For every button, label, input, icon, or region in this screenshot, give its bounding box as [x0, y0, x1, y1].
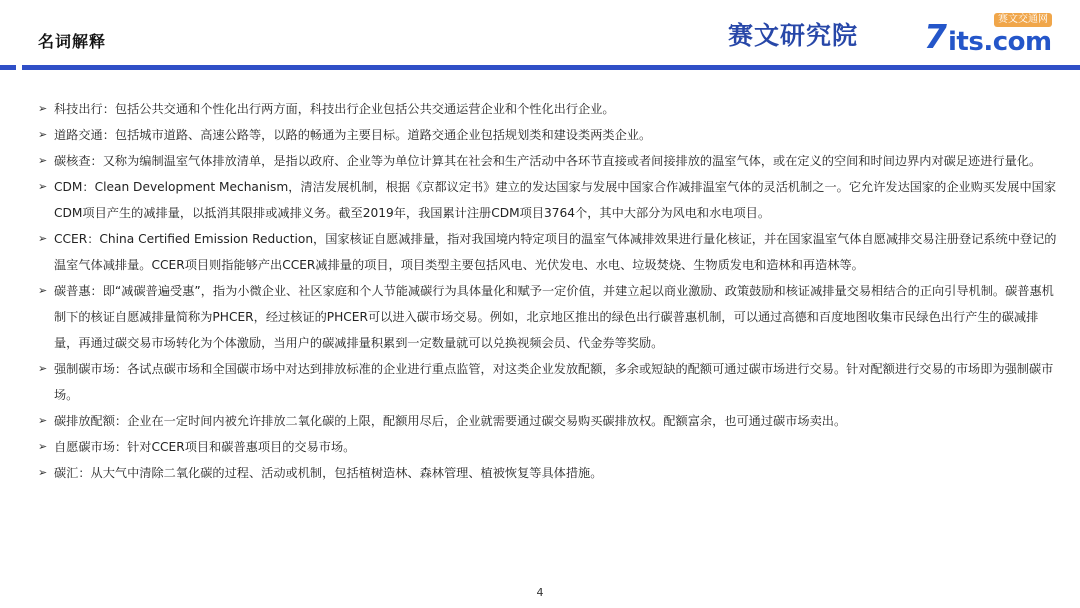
- arrow-bullet-icon: ➢: [38, 154, 48, 167]
- divider-bar: [22, 65, 1080, 70]
- logo-cn: 赛文研究院: [728, 21, 859, 50]
- logo-badge: 赛文交通网: [994, 13, 1052, 27]
- list-item: [38, 226, 1058, 278]
- item-text: 自愿碳市场：针对CCER项目和碳普惠项目的交易市场。: [54, 440, 356, 454]
- item-text: CCER：China Certified Emission Reduction，国家核证自愿减排量，指对我国境内特定项目的温室气体减排效果进行量化核证，并在国家温室气体自愿减排交易注册登记系统中登记的温室气体减排量。CCER项目则指能够产出CCER减排量的项目，项目类型主要包括风电、光伏发电、水电、垃圾焚烧、生物质发电和造林和再造林等。: [54, 232, 1057, 272]
- definitions-list: [38, 96, 1058, 486]
- item-text: 强制碳市场：各试点碳市场和全国碳市场中对达到排放标准的企业进行重点监管，对这类企业发放配额，多余或短缺的配额可通过碳市场进行交易。针对配额进行交易的市场即为强制碳市场。: [54, 362, 1054, 402]
- arrow-bullet-icon: ➢: [38, 232, 48, 245]
- item-text: 碳排放配额：企业在一定时间内被允许排放二氧化碳的上限，配额用尽后，企业就需要通过碳交易购买碳排放权。配额富余，也可通过碳市场卖出。: [54, 414, 847, 428]
- logo-en-number: 7: [924, 17, 947, 56]
- list-item: [38, 96, 1058, 122]
- arrow-bullet-icon: ➢: [38, 414, 48, 427]
- arrow-bullet-icon: ➢: [38, 362, 48, 375]
- page-title: 名词解释: [38, 32, 107, 51]
- arrow-bullet-icon: ➢: [38, 128, 48, 141]
- item-text: CDM：Clean Development Mechanism，清洁发展机制，根据《京都议定书》建立的发达国家与发展中国家合作减排温室气体的灵活机制之一。它允许发达国家的企业购买发展中国家CDM项目产生的减排量，以抵消其限排或减排义务。截至2019年，我国累计注册CDM项目3764个，其中大部分为风电和水电项目。: [54, 180, 1057, 220]
- list-item: [38, 408, 1058, 434]
- arrow-bullet-icon: ➢: [38, 102, 48, 115]
- list-item: [38, 460, 1058, 486]
- arrow-bullet-icon: ➢: [38, 284, 48, 297]
- item-text: 碳汇：从大气中清除二氧化碳的过程、活动或机制，包括植树造林、森林管理、植被恢复等具体措施。: [54, 466, 603, 480]
- list-item: [38, 148, 1058, 174]
- arrow-bullet-icon: ➢: [38, 466, 48, 479]
- header-divider: [0, 65, 1080, 70]
- item-text: 碳普惠：即“减碳普遍受惠”，指为小微企业、社区家庭和个人节能减碳行为具体量化和赋予一定价值，并建立起以商业激励、政策鼓励和核证减排量交易相结合的正向引导机制。碳普惠机制下的核证自愿减排量简称为PHCER，经过核证的PHCER可以进入碳市场交易。例如，北京地区推出的绿色出行碳普惠机制，可以通过高德和百度地图收集市民绿色出行产生的碳减排量，再通过碳交易市场转化为个体激励，当用户的碳减排量积累到一定数量就可以兑换视频会员、代金券等奖励。: [54, 284, 1054, 350]
- arrow-bullet-icon: ➢: [38, 180, 48, 193]
- item-text: 碳核查：又称为编制温室气体排放清单，是指以政府、企业等为单位计算其在社会和生产活动中各环节直接或者间接排放的温室气体，或在定义的空间和时间边界内对碳足迹进行量化。: [54, 154, 1042, 168]
- logo-en: [924, 13, 1070, 57]
- list-item: [38, 356, 1058, 408]
- list-item: [38, 278, 1058, 356]
- divider-accent: [0, 65, 16, 70]
- list-item: [38, 122, 1058, 148]
- list-item: [38, 434, 1058, 460]
- header: [0, 0, 1080, 70]
- list-item: [38, 174, 1058, 226]
- logo-en-text: its.com: [948, 27, 1052, 57]
- page-number: 4: [536, 586, 544, 599]
- item-text: 科技出行：包括公共交通和个性化出行两方面，科技出行企业包括公共交通运营企业和个性化出行企业。: [54, 102, 615, 116]
- item-text: 道路交通：包括城市道路、高速公路等，以路的畅通为主要目标。道路交通企业包括规划类和建设类两类企业。: [54, 128, 652, 142]
- arrow-bullet-icon: ➢: [38, 440, 48, 453]
